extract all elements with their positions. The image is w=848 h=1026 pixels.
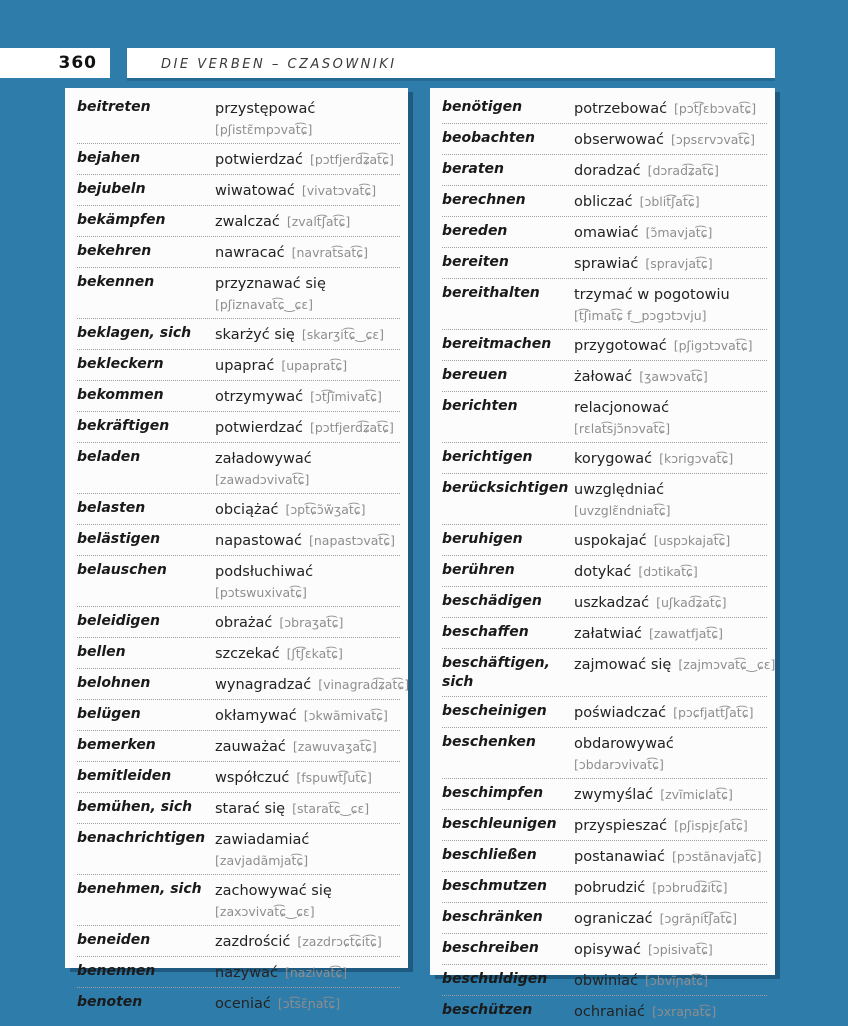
dictionary-entry xyxy=(442,841,767,872)
ipa-transcription: [pʃistɛ̃mpɔvat͡ɕ] xyxy=(215,122,313,137)
german-verb: beraten xyxy=(442,161,505,177)
ipa-transcription: [ɔt͡sɛ̃ɲat͡ɕ] xyxy=(277,996,341,1011)
polish-translation xyxy=(215,767,400,788)
polish-translation xyxy=(574,939,767,960)
dictionary-entry xyxy=(442,217,767,248)
translation-text: doradzać xyxy=(574,163,641,179)
german-verb: benötigen xyxy=(442,99,523,115)
german-verb: bemitleiden xyxy=(77,768,172,784)
translation-text: współczuć xyxy=(215,770,290,786)
translation-text: zazdrościć xyxy=(215,934,291,950)
ipa-transcription: [pʃispjɛʃat͡ɕ] xyxy=(674,818,748,833)
german-verb: bekennen xyxy=(77,274,155,290)
left-column xyxy=(65,88,410,1012)
dictionary-entry xyxy=(77,319,400,350)
dictionary-entry xyxy=(77,381,400,412)
ipa-transcription: [zazdrɔɕt͡ɕit͡ɕ] xyxy=(297,934,382,949)
german-verb: bekräftigen xyxy=(77,418,170,434)
translation-text: uspokajać xyxy=(574,533,647,549)
ipa-transcription: [rɛlat͡sjɔ̃nɔvat͡ɕ] xyxy=(574,421,671,436)
dictionary-entry xyxy=(77,638,400,669)
ipa-transcription: [ɔbvĩɲat͡ɕ] xyxy=(645,973,708,988)
right-column xyxy=(430,88,776,1020)
header-strip xyxy=(127,48,775,78)
translation-text: zwalczać xyxy=(215,214,280,230)
german-verb: berichtigen xyxy=(442,449,533,465)
german-verb: belästigen xyxy=(77,531,161,547)
polish-translation xyxy=(215,880,400,921)
german-verb: beschuldigen xyxy=(442,971,548,987)
polish-translation xyxy=(574,561,767,582)
dictionary-entry xyxy=(442,728,767,779)
polish-translation xyxy=(215,211,400,232)
german-verb: beschäftigen, sich xyxy=(442,655,550,690)
ipa-transcription: [starat͡ɕ‿ɕɛ] xyxy=(292,801,370,816)
ipa-transcription: [zajmɔvat͡ɕ‿ɕɛ] xyxy=(678,657,776,672)
dictionary-entry xyxy=(442,279,767,330)
german-verb: benehmen, sich xyxy=(77,881,202,897)
dictionary-entry xyxy=(442,587,767,618)
translation-text: skarżyć się xyxy=(215,327,295,343)
translation-text: zachowywać się xyxy=(215,883,332,899)
translation-text: podsłuchiwać xyxy=(215,564,314,580)
polish-translation xyxy=(574,191,767,212)
ipa-transcription: [vivatɔvat͡ɕ] xyxy=(301,183,377,198)
dictionary-entry xyxy=(77,700,400,731)
german-verb: beitreten xyxy=(77,99,151,115)
german-verb: benennen xyxy=(77,963,156,979)
german-verb: berühren xyxy=(442,562,515,578)
german-verb: berichten xyxy=(442,398,518,414)
translation-text: przyspieszać xyxy=(574,818,668,834)
translation-text: otrzymywać xyxy=(215,389,304,405)
polish-translation xyxy=(574,98,767,119)
german-verb: bemühen, sich xyxy=(77,799,193,815)
polish-translation xyxy=(215,242,400,263)
polish-translation xyxy=(215,798,400,819)
ipa-transcription: [zawuvaʒat͡ɕ] xyxy=(292,739,377,754)
ipa-transcription: [ɔpisivat͡ɕ] xyxy=(647,942,713,957)
dictionary-entry xyxy=(77,144,400,175)
ipa-transcription: [pɔtfjerd͡ʑat͡ɕ] xyxy=(309,152,394,167)
ipa-transcription: [pʃigɔtɔvat͡ɕ] xyxy=(673,338,753,353)
dictionary-entry xyxy=(442,361,767,392)
ipa-transcription: [pɔt͡ʃɛbɔvat͡ɕ] xyxy=(674,101,757,116)
dictionary-entry xyxy=(77,669,410,700)
ipa-transcription: [pɔtswuxivat͡ɕ] xyxy=(215,585,307,600)
dictionary-entry xyxy=(77,731,400,762)
translation-text: pobrudzić xyxy=(574,880,646,896)
polish-translation xyxy=(215,561,400,602)
ipa-transcription: [zvĩmiɕlat͡ɕ] xyxy=(660,787,733,802)
header-dash: – xyxy=(271,57,281,72)
polish-translation xyxy=(215,273,400,314)
german-verb: beschädigen xyxy=(442,593,542,609)
german-verb: bescheinigen xyxy=(442,703,547,719)
german-verb: beladen xyxy=(77,449,141,465)
ipa-transcription: [pʃiznavat͡ɕ‿ɕɛ] xyxy=(215,297,314,312)
german-verb: bejubeln xyxy=(77,181,146,197)
dictionary-entry xyxy=(442,392,767,443)
dictionary-entry xyxy=(77,926,400,957)
translation-text: potwierdzać xyxy=(215,152,303,168)
translation-text: korygować xyxy=(574,451,653,467)
dictionary-entry xyxy=(442,248,767,279)
ipa-transcription: [spravjat͡ɕ] xyxy=(645,256,713,271)
ipa-transcription: [t͡ʃimat͡ɕ f‿pɔgɔtɔvju] xyxy=(574,308,707,323)
german-verb: belohnen xyxy=(77,675,151,691)
translation-text: upaprać xyxy=(215,358,275,374)
polish-translation xyxy=(215,736,400,757)
dictionary-entry xyxy=(77,875,400,926)
right-column-rows xyxy=(442,93,776,1026)
translation-text: obdarowywać xyxy=(574,736,674,752)
polish-translation xyxy=(574,397,767,438)
ipa-transcription: [upaprat͡ɕ] xyxy=(281,358,348,373)
polish-translation xyxy=(574,592,767,613)
german-verb: beschreiben xyxy=(442,940,539,956)
german-verb: beschließen xyxy=(442,847,537,863)
dictionary-entry xyxy=(442,779,767,810)
german-verb: bekleckern xyxy=(77,356,164,372)
ipa-transcription: [ɔgrãɲit͡ʃat͡ɕ] xyxy=(659,911,738,926)
dictionary-entry xyxy=(442,934,767,965)
translation-text: ochraniać xyxy=(574,1004,645,1020)
dictionary-entry xyxy=(442,556,767,587)
ipa-transcription: [skarʒit͡ɕ‿ɕɛ] xyxy=(301,327,385,342)
dictionary-entry xyxy=(442,124,767,155)
german-verb: bekämpfen xyxy=(77,212,166,228)
dictionary-entry xyxy=(442,965,767,996)
dictionary-entry xyxy=(77,175,400,206)
dictionary-entry xyxy=(77,525,400,556)
dictionary-entry xyxy=(442,996,767,1026)
ipa-transcription: [ɔbraʒat͡ɕ] xyxy=(279,615,344,630)
translation-text: obciążać xyxy=(215,502,279,518)
ipa-transcription: [ɔt͡ʃĩmivat͡ɕ] xyxy=(310,389,382,404)
ipa-transcription: [pɔstãnavjat͡ɕ] xyxy=(672,849,762,864)
polish-translation xyxy=(574,970,767,991)
german-verb: bereitmachen xyxy=(442,336,552,352)
ipa-transcription: [fspuwt͡ʃut͡ɕ] xyxy=(296,770,372,785)
dictionary-entry xyxy=(442,810,767,841)
polish-translation xyxy=(574,784,767,805)
dictionary-entry xyxy=(442,697,767,728)
german-verb: berechnen xyxy=(442,192,526,208)
ipa-transcription: [ʃt͡ʃɛkat͡ɕ] xyxy=(286,646,343,661)
polish-translation xyxy=(574,654,775,675)
ipa-transcription: [zvalt͡ʃat͡ɕ] xyxy=(286,214,351,229)
ipa-transcription: [uspɔkajat͡ɕ] xyxy=(653,533,731,548)
dictionary-entry xyxy=(77,206,400,237)
ipa-transcription: [nazivat͡ɕ] xyxy=(284,965,348,980)
polish-translation xyxy=(574,908,767,929)
polish-translation xyxy=(215,98,400,139)
translation-text: omawiać xyxy=(574,225,639,241)
polish-translation xyxy=(574,129,767,150)
german-verb: beschmutzen xyxy=(442,878,547,894)
ipa-transcription: [napastɔvat͡ɕ] xyxy=(309,533,396,548)
polish-translation xyxy=(215,674,409,695)
dictionary-entry xyxy=(442,525,767,556)
ipa-transcription: [zaxɔvivat͡ɕ‿ɕɛ] xyxy=(215,904,315,919)
german-verb: beleidigen xyxy=(77,613,160,629)
dictionary-entry xyxy=(442,443,767,474)
german-verb: benoten xyxy=(77,994,143,1010)
dictionary-entry xyxy=(442,186,767,217)
dictionary-entry xyxy=(77,237,400,268)
header-title-polish: CZASOWNIKI xyxy=(287,57,397,72)
translation-text: załatwiać xyxy=(574,626,642,642)
ipa-transcription: [dɔtikat͡ɕ] xyxy=(638,564,698,579)
translation-text: szczekać xyxy=(215,646,280,662)
german-verb: beruhigen xyxy=(442,531,523,547)
dictionary-entry xyxy=(77,556,400,607)
translation-text: zauważać xyxy=(215,739,286,755)
polish-translation xyxy=(215,499,400,520)
translation-text: obliczać xyxy=(574,194,633,210)
translation-text: uszkadzać xyxy=(574,595,650,611)
page-number: 360 xyxy=(58,53,97,73)
translation-text: trzymać w pogotowiu xyxy=(574,287,730,303)
polish-translation xyxy=(215,993,400,1014)
translation-text: wiwatować xyxy=(215,183,295,199)
german-verb: beschleunigen xyxy=(442,816,557,832)
german-verb: bekehren xyxy=(77,243,152,259)
ipa-transcription: [ɔkwãmivat͡ɕ] xyxy=(303,708,388,723)
dictionary-entry xyxy=(77,957,400,988)
polish-translation xyxy=(215,705,400,726)
translation-text: oceniać xyxy=(215,996,271,1012)
german-verb: bekommen xyxy=(77,387,164,403)
polish-translation xyxy=(215,355,400,376)
dictionary-entry xyxy=(77,93,400,144)
ipa-transcription: [zawadɔvivat͡ɕ] xyxy=(215,472,310,487)
polish-translation xyxy=(215,448,400,489)
dictionary-entry xyxy=(77,412,400,443)
polish-translation xyxy=(574,623,767,644)
german-verb: benachrichtigen xyxy=(77,830,206,846)
german-verb: beschaffen xyxy=(442,624,529,640)
dictionary-entry xyxy=(442,474,767,525)
translation-text: zwymyślać xyxy=(574,787,654,803)
dictionary-entry xyxy=(442,330,767,361)
translation-text: nazywać xyxy=(215,965,278,981)
ipa-transcription: [zavjadãmjat͡ɕ] xyxy=(215,853,309,868)
polish-translation xyxy=(215,829,400,870)
translation-text: relacjonować xyxy=(574,400,670,416)
ipa-transcription: [pɔɕfjatt͡ʃat͡ɕ] xyxy=(673,705,754,720)
translation-text: sprawiać xyxy=(574,256,639,272)
german-verb: beobachten xyxy=(442,130,536,146)
ipa-transcription: [ɔ̃mavjat͡ɕ] xyxy=(645,225,713,240)
translation-text: zawiadamiać xyxy=(215,832,310,848)
translation-text: przygotować xyxy=(574,338,667,354)
ipa-transcription: [dɔrad͡ʑat͡ɕ] xyxy=(647,163,719,178)
dictionary-entry xyxy=(442,155,767,186)
polish-translation xyxy=(574,530,767,551)
dictionary-entry xyxy=(442,649,776,697)
german-verb: beschützen xyxy=(442,1002,533,1018)
polish-translation xyxy=(574,815,767,836)
polish-translation xyxy=(215,386,400,407)
dictionary-entry xyxy=(77,988,400,1018)
translation-text: nawracać xyxy=(215,245,285,261)
german-verb: belauschen xyxy=(77,562,167,578)
translation-text: przyznawać się xyxy=(215,276,326,292)
polish-translation xyxy=(574,846,767,867)
translation-text: zajmować się xyxy=(574,657,672,673)
translation-text: potrzebować xyxy=(574,101,668,117)
polish-translation xyxy=(574,253,767,274)
polish-translation xyxy=(574,877,767,898)
translation-text: obrażać xyxy=(215,615,273,631)
polish-translation xyxy=(574,1001,767,1022)
polish-translation xyxy=(215,612,400,633)
german-verb: bemerken xyxy=(77,737,156,753)
ipa-transcription: [uvzglɛ̃ndniat͡ɕ] xyxy=(574,503,671,518)
polish-translation xyxy=(574,733,767,774)
left-column-rows xyxy=(77,93,410,1018)
dictionary-entry xyxy=(77,494,400,525)
dictionary-entry xyxy=(77,268,400,319)
ipa-transcription: [navrat͡sat͡ɕ] xyxy=(291,245,369,260)
polish-translation xyxy=(215,324,400,345)
polish-translation xyxy=(574,335,767,356)
dictionary-entry xyxy=(77,443,400,494)
german-verb: bereden xyxy=(442,223,508,239)
translation-text: obwiniać xyxy=(574,973,639,989)
header-title-german: DIE VERBEN xyxy=(161,57,266,72)
german-verb: beschimpfen xyxy=(442,785,544,801)
dictionary-entry xyxy=(77,762,400,793)
dictionary-entry xyxy=(77,824,400,875)
ipa-transcription: [ɔblit͡ʃat͡ɕ] xyxy=(639,194,700,209)
translation-text: potwierdzać xyxy=(215,420,303,436)
dictionary-entry xyxy=(442,618,767,649)
polish-translation xyxy=(574,160,767,181)
dictionary-entry xyxy=(77,607,400,638)
ipa-transcription: [pɔbrud͡ʑit͡ɕ] xyxy=(652,880,728,895)
polish-translation xyxy=(574,222,767,243)
ipa-transcription: [zawatfjat͡ɕ] xyxy=(648,626,724,641)
german-verb: bellen xyxy=(77,644,126,660)
ipa-transcription: [ɔbdarɔvivat͡ɕ] xyxy=(574,757,664,772)
translation-text: napastować xyxy=(215,533,302,549)
ipa-transcription: [uʃkad͡ʑat͡ɕ] xyxy=(656,595,727,610)
page-header xyxy=(161,57,397,72)
polish-translation xyxy=(215,530,400,551)
translation-text: przystępować xyxy=(215,101,316,117)
dictionary-entry xyxy=(442,872,767,903)
translation-text: starać się xyxy=(215,801,286,817)
ipa-transcription: [ɔxraɲat͡ɕ] xyxy=(651,1004,717,1019)
translation-text: dotykać xyxy=(574,564,632,580)
dictionary-entry xyxy=(442,903,767,934)
german-verb: beschränken xyxy=(442,909,543,925)
translation-text: okłamywać xyxy=(215,708,297,724)
translation-text: uwzględniać xyxy=(574,482,665,498)
german-verb: berücksichtigen xyxy=(442,480,569,496)
polish-translation xyxy=(574,448,767,469)
german-verb: bereiten xyxy=(442,254,509,270)
page-number-strip xyxy=(0,48,110,78)
ipa-transcription: [kɔrigɔvat͡ɕ] xyxy=(659,451,734,466)
german-verb: beklagen, sich xyxy=(77,325,192,341)
polish-translation xyxy=(574,366,767,387)
polish-translation xyxy=(215,643,400,664)
polish-translation xyxy=(574,479,767,520)
ipa-transcription: [ɔpsɛrvɔvat͡ɕ] xyxy=(670,132,756,147)
translation-text: postanawiać xyxy=(574,849,666,865)
translation-text: opisywać xyxy=(574,942,641,958)
translation-text: załadowywać xyxy=(215,451,312,467)
translation-text: ograniczać xyxy=(574,911,653,927)
polish-translation xyxy=(574,284,767,325)
translation-text: poświadczać xyxy=(574,705,667,721)
ipa-transcription: [vinagrad͡ʑat͡ɕ] xyxy=(318,677,410,692)
dictionary-entry xyxy=(77,350,400,381)
polish-translation xyxy=(215,180,400,201)
dictionary-entry xyxy=(442,93,767,124)
ipa-transcription: [ɔpt͡ɕɔ̃w̃ʒat͡ɕ] xyxy=(285,502,366,517)
german-verb: bereithalten xyxy=(442,285,540,301)
german-verb: beneiden xyxy=(77,932,151,948)
german-verb: belasten xyxy=(77,500,146,516)
polish-translation xyxy=(574,702,767,723)
polish-translation xyxy=(215,417,400,438)
polish-translation xyxy=(215,149,400,170)
german-verb: bereuen xyxy=(442,367,508,383)
german-verb: bejahen xyxy=(77,150,141,166)
translation-text: obserwować xyxy=(574,132,664,148)
ipa-transcription: [ʒawɔvat͡ɕ] xyxy=(639,369,708,384)
dictionary-entry xyxy=(77,793,400,824)
polish-translation xyxy=(215,962,400,983)
polish-translation xyxy=(215,931,400,952)
german-verb: beschenken xyxy=(442,734,536,750)
translation-text: wynagradzać xyxy=(215,677,312,693)
ipa-transcription: [pɔtfjerd͡ʑat͡ɕ] xyxy=(309,420,394,435)
translation-text: żałować xyxy=(574,369,633,385)
german-verb: belügen xyxy=(77,706,141,722)
